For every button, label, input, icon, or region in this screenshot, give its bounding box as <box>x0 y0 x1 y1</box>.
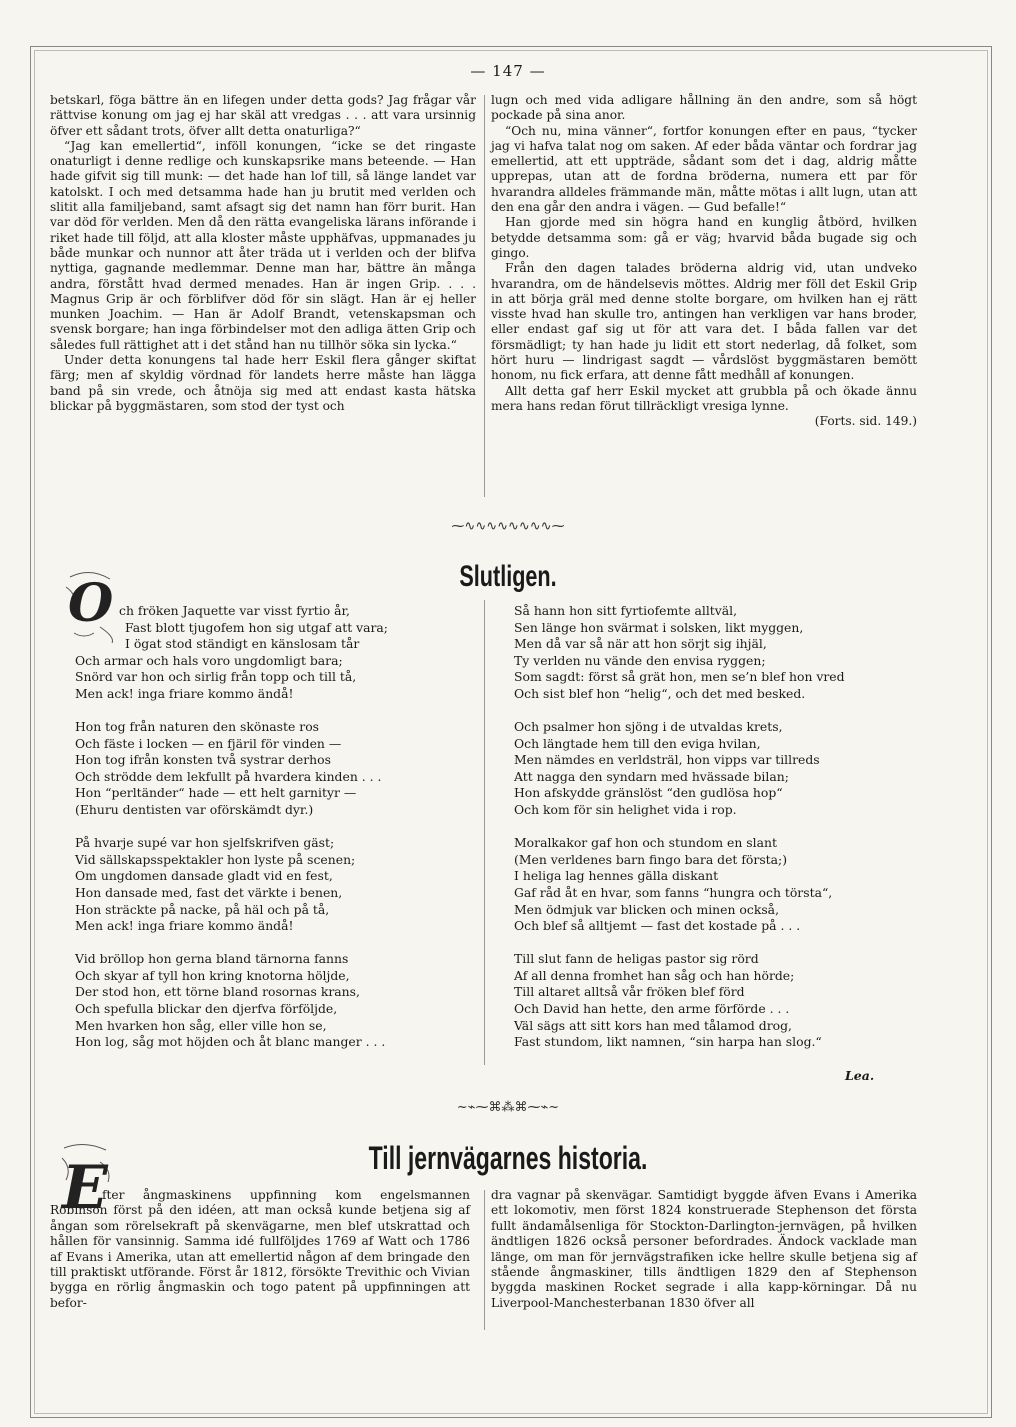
poem-line: Till slut fann de heligas pastor sig rörd <box>514 951 759 967</box>
poem-line: Och blef så alltjemt — fast det kostade på . . . <box>514 918 801 934</box>
poem-line: Och armar och hals voro ungdomligt bara; <box>75 652 343 668</box>
poem-line: Vid bröllop hon gerna bland tärnorna fanns <box>75 951 349 967</box>
article-paragraph: dra vagnar på skenvägar. Samtidigt byggde äfven Evans i Amerika ett lokomotiv, men först 1824 konstruerade Stephenson det första fullt ändamålsenliga för Stockton-Darlington-jernvägen, på hvilken ändtligen 1826 också personer befordrades. Ändock vacklade man länge, om man för jernvägstrafiken icke hellre skulle betjena sig af stående ångmaskiner, tills ändtligen 1829 den af Stephenson byggda maskinen Rocket segrade i alla kapp-körningar. Då nu Liverpool-Manchesterbanan 1830 öfver all <box>491 1188 917 1310</box>
poem-stanza <box>75 835 388 935</box>
poem-line: I ögat stod ständigt en känslosam tår <box>125 636 360 652</box>
poem-line: Hon tog från naturen den skönaste ros <box>75 719 320 735</box>
poem-line: Att nagga den syndarn med hvässade bilan; <box>514 768 789 784</box>
poem-line: Hon log, såg mot höjden och åt blanc manger . . . <box>75 1034 386 1050</box>
poem-line: Ty verlden nu vände den envisa ryggen; <box>514 652 766 668</box>
poem-title: Slutligen. <box>459 560 557 593</box>
poem-line: Men då var så när att hon sörjt sig ihjäl, <box>514 636 767 652</box>
poem-line: Och strödde dem lekfullt på hvardera kinden . . . <box>75 768 382 784</box>
poem-line: Till altaret alltså vår fröken blef förd <box>514 984 745 1000</box>
poem-line: Och kom för sin helighet vida i rop. <box>514 802 737 818</box>
poem-dropcap: O <box>68 573 114 634</box>
story-paragraph: Från den dagen talades bröderna aldrig vid, utan undveko hvarandra, om de händelsevis möttes. Aldrig mer föll det Eskil Grip in att börja gräl med denne stolte borgare, om hvilken han ej rätt visste hvad han skulle tro, antingen han verkligen var hans broder, eller endast gaf sig ut för att vara det. I båda fallen var det försmädligt; ty han hade ju lidit ett stort nederlag, då folket, som hört huru — lindrigast sagdt — vårdslöst byggmästaren bemött honom, nu fick erfara, att denne fått medhåll af konungen. <box>491 261 917 383</box>
poem-line: Väl sägs att sitt kors han med tålamod drog, <box>514 1017 792 1033</box>
poem-signature: Lea. <box>845 1068 875 1083</box>
poem-line: Hon “perltänder“ hade — ett helt garnityr — <box>75 785 357 801</box>
poem-line: Och sist blef hon “helig“, och det med besked. <box>514 685 806 701</box>
poem-line: Och skyar af tyll hon kring knotorna höljde, <box>75 967 350 983</box>
story-paragraph: “Och nu, mina vänner“, fortfor konungen efter en paus, “tycker jag vi hafva talat nog om saken. Af eder båda väntar och fordrar jag emellertid, att ett uppträde, sådant som det i dag, aldrig måtte upprepas, utan att de fordna bröderna, numera ett par för hvarandra alldeles främmande män, måtte mötas i allt lugn, utan att den ena går den andra i vägen. — Gud befalle!“ <box>491 123 917 215</box>
story-left-column <box>50 93 476 414</box>
poem-left-column <box>75 603 388 1067</box>
article-paragraph: fter ångmaskinens uppfinning kom engelsmannen Robinson först på den idéen, att man också kunde betjena sig af ångan som rörelsekraft på skenvägarne, men blef utskrattad och hållen för vansinnig. Samma idé fullföljdes 1769 af Watt och 1786 af Evans i Amerika, utan att emellertid någon af dem bringade den till praktiskt utförande. Först år 1812, försökte Trevithic och Vivian bygga en rörlig ångmaskin och togo patent på uppfinningen att befor- <box>50 1188 470 1310</box>
column-divider <box>484 600 485 1065</box>
divider-ornament: ~⌁⁓⌘⁂⌘⁓⌁~ <box>456 1100 560 1115</box>
poem-stanza <box>514 951 845 1051</box>
poem-line: Der stod hon, ett törne bland rosornas krans, <box>75 984 360 1000</box>
article-left-column <box>50 1188 470 1311</box>
poem-line: Så hann hon sitt fyrtiofemte alltväl, <box>514 603 738 618</box>
poem-line: Af all denna fromhet han såg och han hörde; <box>514 967 795 983</box>
poem-stanza <box>75 603 388 703</box>
story-right-column <box>491 93 917 430</box>
poem-line: Moralkakor gaf hon och stundom en slant <box>514 835 777 851</box>
story-paragraph: betskarl, föga bättre än en lifegen under detta gods? Jag frågar vår rättvise konung om jag ej har skäl att vredgas . . . att vara ursinnig öfver ett sådant trots, öfver allt detta onaturliga?“ <box>50 93 476 138</box>
poem-line: (Ehuru dentisten var oförskämdt dyr.) <box>75 802 314 818</box>
article-title: Till jernvägarnes historia. <box>368 1140 648 1176</box>
poem-line: Och spefulla blickar den djerfva förföljde, <box>75 1000 338 1016</box>
poem-line: Men ödmjuk var blicken och minen också, <box>514 901 780 917</box>
story-paragraph: Han gjorde med sin högra hand en kunglig åtbörd, hvilken betydde detsamma som: gå er väg; hvarvid båda bugade sig och gingo. <box>491 215 917 260</box>
poem-line: Men ack! inga friare kommo ändå! <box>75 685 294 701</box>
poem-line: Fast stundom, likt namnen, “sin harpa han slog.“ <box>514 1034 822 1050</box>
poem-line: I heliga lag hennes gälla diskant <box>514 868 719 884</box>
article-right-column <box>491 1188 917 1311</box>
article-dropcap: E <box>62 1153 108 1223</box>
poem-line: Gaf råd åt en hvar, som fanns “hungra och törsta“, <box>514 884 833 900</box>
poem-line: Sen länge hon svärmat i solsken, likt myggen, <box>514 619 804 635</box>
column-divider <box>484 1190 485 1330</box>
poem-line: Fast blott tjugofem hon sig utgaf att vara; <box>125 619 388 635</box>
poem-line: Hon dansade med, fast det värkte i benen, <box>75 884 343 900</box>
poem-line: Om ungdomen dansade gladt vid en fest, <box>75 868 333 884</box>
poem-line: Hon afskydde gränslöst “den gudlösa hop“ <box>514 785 783 801</box>
story-paragraph: lugn och med vida adligare hållning än den andre, som så högt pockade på sina anor. <box>491 93 917 123</box>
poem-line: Vid sällskapsspektakler hon lyste på scenen; <box>75 851 356 867</box>
poem-line: Och psalmer hon sjöng i de utvaldas krets, <box>514 719 783 735</box>
poem-line: Och fäste i locken — en fjäril för vinden — <box>75 735 342 751</box>
poem-stanza <box>75 951 388 1051</box>
poem-line: Som sagdt: först så grät hon, men se’n blef hon vred <box>514 669 845 685</box>
continuation-note: (Forts. sid. 149.) <box>814 414 917 429</box>
poem-stanza <box>514 835 845 935</box>
divider-ornament: ⁓∿∿∿∿∿∿∿∿⁓ <box>451 519 565 534</box>
poem-line: Hon tog ifrån konsten två systrar derhos <box>75 752 331 768</box>
page-number: — 147 — <box>470 62 546 80</box>
poem-line: (Men verldenes barn fingo bara det första;) <box>514 851 788 867</box>
poem-line: Och längtade hem till den eviga hvilan, <box>514 735 761 751</box>
poem-right-column <box>514 603 845 1067</box>
poem-stanza <box>514 603 845 703</box>
story-paragraph: Allt detta gaf herr Eskil mycket att grubbla på och ökade ännu mera hans redan förut tillräckligt vresiga lynne. <box>491 383 917 413</box>
story-paragraph: “Jag kan emellertid“, inföll konungen, “icke se det ringaste onaturligt i denne redlige och kunskapsrike mans beteende. — Han hade gifvit sig till munk: — det hade han lof till, så länge landet var katolskt. I och med detsamma hade han ju brutit med verlden och slitit alla familjeband, samt afsagt sig det namn han förr burit. Han var död för verlden. Men då den rätta evangeliska lärans införande i riket hade till följd, att alla kloster måste upphäfvas, uppmanades ju både munkar och nunnor att åter träda ut i verlden och der blifva nyttiga, gagnande medlemmar. Denne man har, bättre än många andra, förstått hvad dermed menades. Han är ingen Grip. . . . Magnus Grip är och förblifver död för sin slägt. Han är ej heller munken Joachim. — Han är Adolf Brandt, vetenskapsman och svensk borgare; han inga förbindelser mot den adliga ätten Grip och således full rättighet att i det stånd han nu tillhör söka sin lycka.“ <box>50 138 476 352</box>
column-divider <box>484 95 485 497</box>
poem-stanza <box>75 719 388 819</box>
poem-line: Hon sträckte på nacke, på häl och på tå, <box>75 901 330 917</box>
story-paragraph: Under detta konungens tal hade herr Eskil flera gånger skiftat färg; men af skyldig vördnad för landets herre måste han lägga band på sin vrede, och åtnöja sig med att endast kasta hätska blickar på byggmästaren, som stod der tyst och <box>50 353 476 413</box>
poem-stanza <box>514 719 845 819</box>
poem-line: Men nämdes en verldsträl, hon vipps var tillreds <box>514 752 820 768</box>
poem-line: ch fröken Jaquette var visst fyrtio år, <box>119 603 350 618</box>
poem-line: På hvarje supé var hon sjelfskrifven gäst; <box>75 835 335 851</box>
poem-line: Men ack! inga friare kommo ändå! <box>75 918 294 934</box>
poem-line: Snörd var hon och sirlig från topp och till tå, <box>75 669 357 685</box>
poem-line: Och David han hette, den arme förförde . . . <box>514 1000 790 1016</box>
poem-line: Men hvarken hon såg, eller ville hon se, <box>75 1017 327 1033</box>
